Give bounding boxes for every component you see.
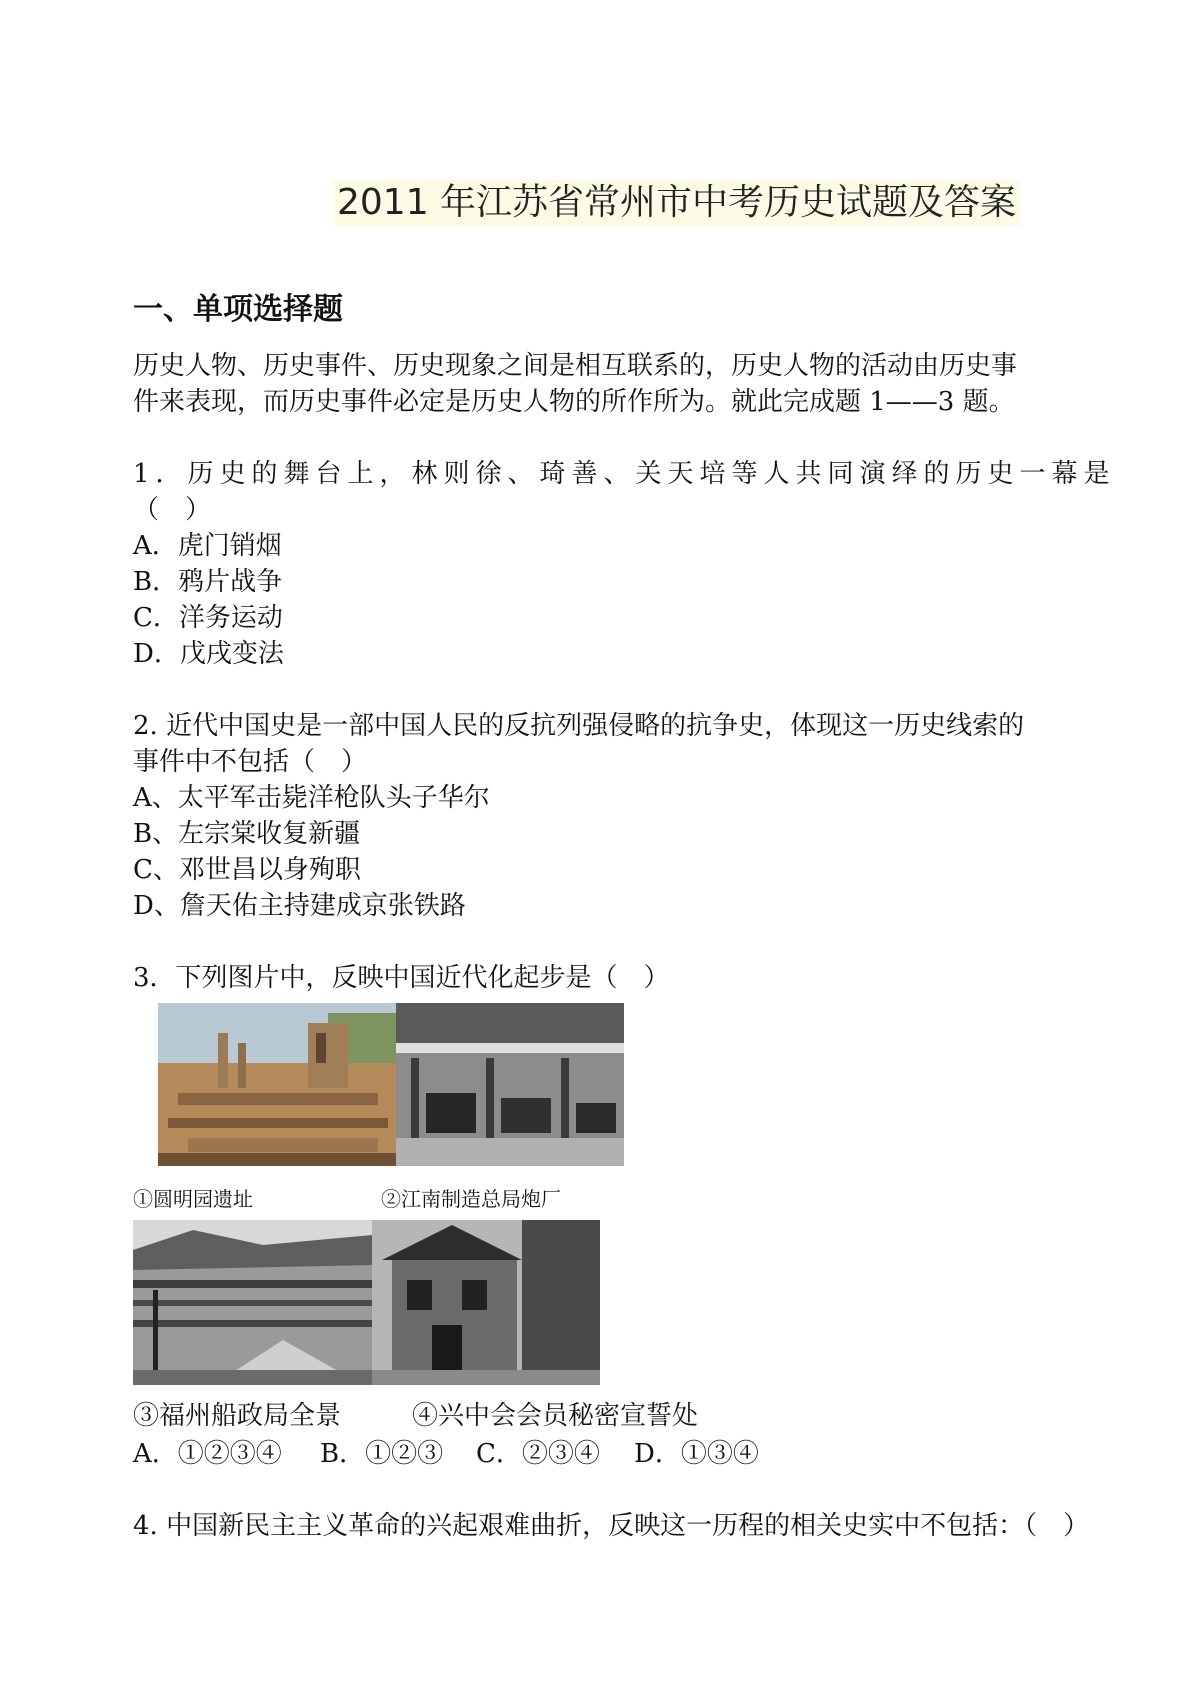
q2-stem-line-1: 2. 近代中国史是一部中国人民的反抗列强侵略的抗争史，体现这一历史线索的	[133, 711, 1025, 741]
q3-option-c: C．②③④	[476, 1439, 600, 1469]
q2-option-b: B、左宗棠收复新疆	[133, 819, 361, 849]
photo-caption-1: ①圆明园遗址	[133, 1187, 253, 1211]
q1-option-c: C．洋务运动	[133, 603, 283, 633]
photo-caption-3: ③福州船政局全景	[133, 1401, 342, 1431]
q3-option-a: A．①②③④	[133, 1439, 282, 1469]
q1-stem-line-2: （ ）	[133, 495, 212, 525]
yuanmingyuan-ruins-photo	[158, 1003, 396, 1166]
q1-option-d: D．戊戌变法	[133, 639, 284, 669]
document-title: 2011 年江苏省常州市中考历史试题及答案	[333, 180, 1020, 226]
q1-option-b: B．鸦片战争	[133, 567, 283, 597]
intro-line-2: 件来表现，而历史事件必定是历史人物的所作所为。就此完成题 1——3 题。	[133, 387, 1015, 417]
jiangnan-arsenal-photo	[396, 1003, 624, 1166]
photo-caption-2: ②江南制造总局炮厂	[381, 1187, 561, 1211]
q4-stem: 4. 中国新民主主义革命的兴起艰难曲折，反映这一历程的相关史实中不包括：（ ）	[133, 1511, 1090, 1541]
q1-stem-line-1: 1．历史的舞台上，林则徐、琦善、关天培等人共同演绎的历史一幕是	[133, 459, 1116, 489]
q3-option-d: D．①③④	[634, 1439, 759, 1469]
q3-option-b: B．①②③	[320, 1439, 444, 1469]
fuzhou-shipyard-photo	[133, 1220, 372, 1385]
xingzhonghui-house-photo	[372, 1220, 600, 1385]
section-heading: 一、单项选择题	[133, 292, 343, 327]
q2-option-c: C、邓世昌以身殉职	[133, 855, 361, 885]
q2-option-a: A、太平军击毙洋枪队头子华尔	[133, 783, 490, 813]
photo-caption-4: ④兴中会会员秘密宣誓处	[412, 1401, 699, 1431]
q3-stem: 3．下列图片中，反映中国近代化起步是（ ）	[133, 963, 670, 993]
q2-stem-line-2: 事件中不包括（ ）	[133, 747, 368, 777]
intro-line-1: 历史人物、历史事件、历史现象之间是相互联系的，历史人物的活动由历史事	[133, 351, 1018, 381]
q2-option-d: D、詹天佑主持建成京张铁路	[133, 891, 466, 921]
q1-option-a: A．虎门销烟	[133, 531, 282, 561]
